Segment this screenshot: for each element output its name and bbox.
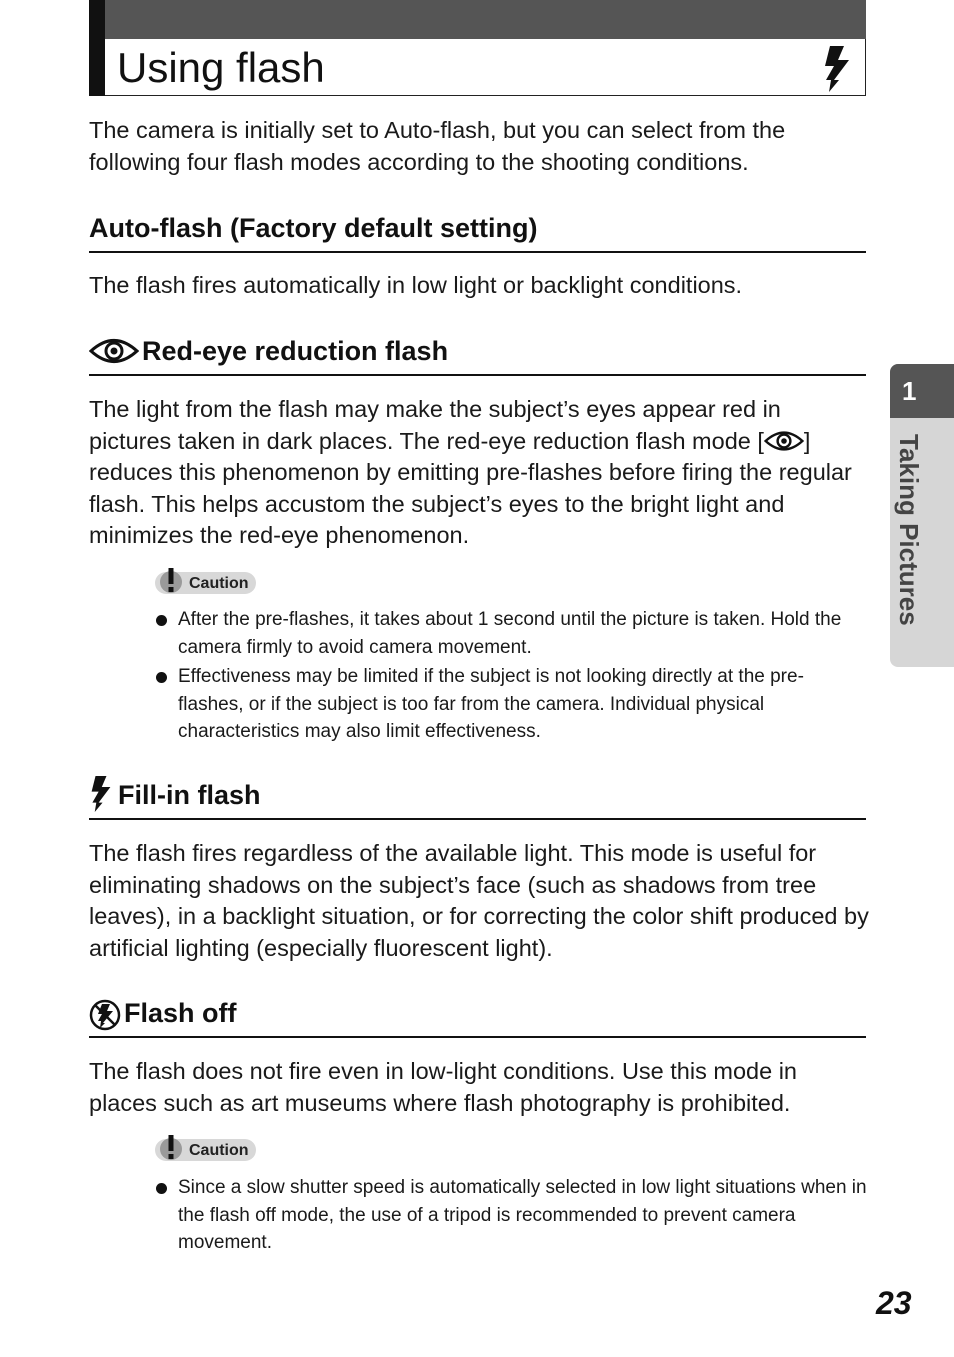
page-title: Using flash (117, 44, 325, 91)
chapter-label: Taking Pictures (894, 434, 924, 626)
bullet-dot (156, 672, 167, 683)
section-title: Auto-flash (Factory default setting) (89, 213, 538, 243)
list-item-text: After the pre-flashes, it takes about 1 second until the picture is taken. Hold the camera firmly to avoid camera movement. (178, 609, 842, 658)
bullet-dot (156, 1183, 167, 1194)
list-item-text: Effectiveness may be limited if the subject is not looking directly at the pre-flashes, or if the subject is too far from the camera. Individual physical characteristics may also limit effectiveness. (178, 666, 804, 742)
caution-list (155, 606, 867, 748)
page-number: 23 (876, 1285, 912, 1321)
title-top-bar (89, 0, 866, 39)
title-block (89, 0, 866, 96)
caution-label: Caution (189, 1142, 249, 1159)
section-heading-red-eye (89, 336, 866, 376)
flash-icon (89, 776, 113, 812)
list-item (155, 663, 867, 746)
exclamation-icon (157, 1135, 185, 1161)
intro-paragraph: The camera is initially set to Auto-flash, but you can select from the following four flash modes according to the shooting conditions. (89, 117, 786, 175)
section-title: Red-eye reduction flash (142, 336, 449, 366)
section-title: Flash off (124, 998, 237, 1028)
chapter-number: 1 (902, 376, 917, 406)
red-eye-paragraph (89, 394, 869, 552)
flash-off-icon (89, 999, 121, 1031)
paragraph-text: The light from the flash may make the subject’s eyes appear red in pictures taken in dark places. The red-eye reduction flash mode [ (89, 396, 781, 454)
red-eye-icon (764, 429, 804, 453)
section-title: Fill-in flash (118, 780, 261, 810)
flash-icon (822, 46, 852, 92)
paragraph-text: ] reduces this phenomenon by emitting pre-flashes before firing the regular flash. This helps accustom the subject’s eyes to the bright light and minimizes the red-eye phenomenon. (89, 427, 852, 548)
flash-off-paragraph: The flash does not fire even in low-light conditions. Use this mode in places such as art museums where flash photography is prohibited. (89, 1058, 797, 1116)
caution-list (155, 1174, 867, 1259)
section-heading-fill-in-flash (89, 780, 866, 820)
red-eye-icon (89, 336, 139, 366)
bullet-dot (156, 615, 167, 626)
list-item-text: Since a slow shutter speed is automatically selected in low light situations when in the flash off mode, the use of a tripod is recommended to prevent camera movement. (178, 1177, 867, 1253)
caution-badge (155, 1135, 256, 1161)
title-left-bar (89, 0, 105, 96)
chapter-label-wrapper (894, 434, 924, 634)
section-heading-auto-flash (89, 213, 866, 253)
auto-flash-paragraph: The flash fires automatically in low light or backlight conditions. (89, 272, 743, 298)
list-item (155, 606, 867, 661)
caution-label: Caution (189, 575, 249, 592)
fill-in-paragraph: The flash fires regardless of the available light. This mode is useful for eliminating shadows on the subject’s face (such as shadows from tree leaves), in a backlight situation, or for correcting the color shift produced by artificial lighting (especially fluorescent light). (89, 840, 869, 961)
list-item (155, 1174, 867, 1257)
chapter-number-box (890, 364, 954, 418)
section-heading-flash-off (89, 998, 866, 1038)
caution-badge (155, 568, 256, 594)
chapter-side-tab (890, 364, 954, 667)
exclamation-icon (157, 568, 185, 594)
